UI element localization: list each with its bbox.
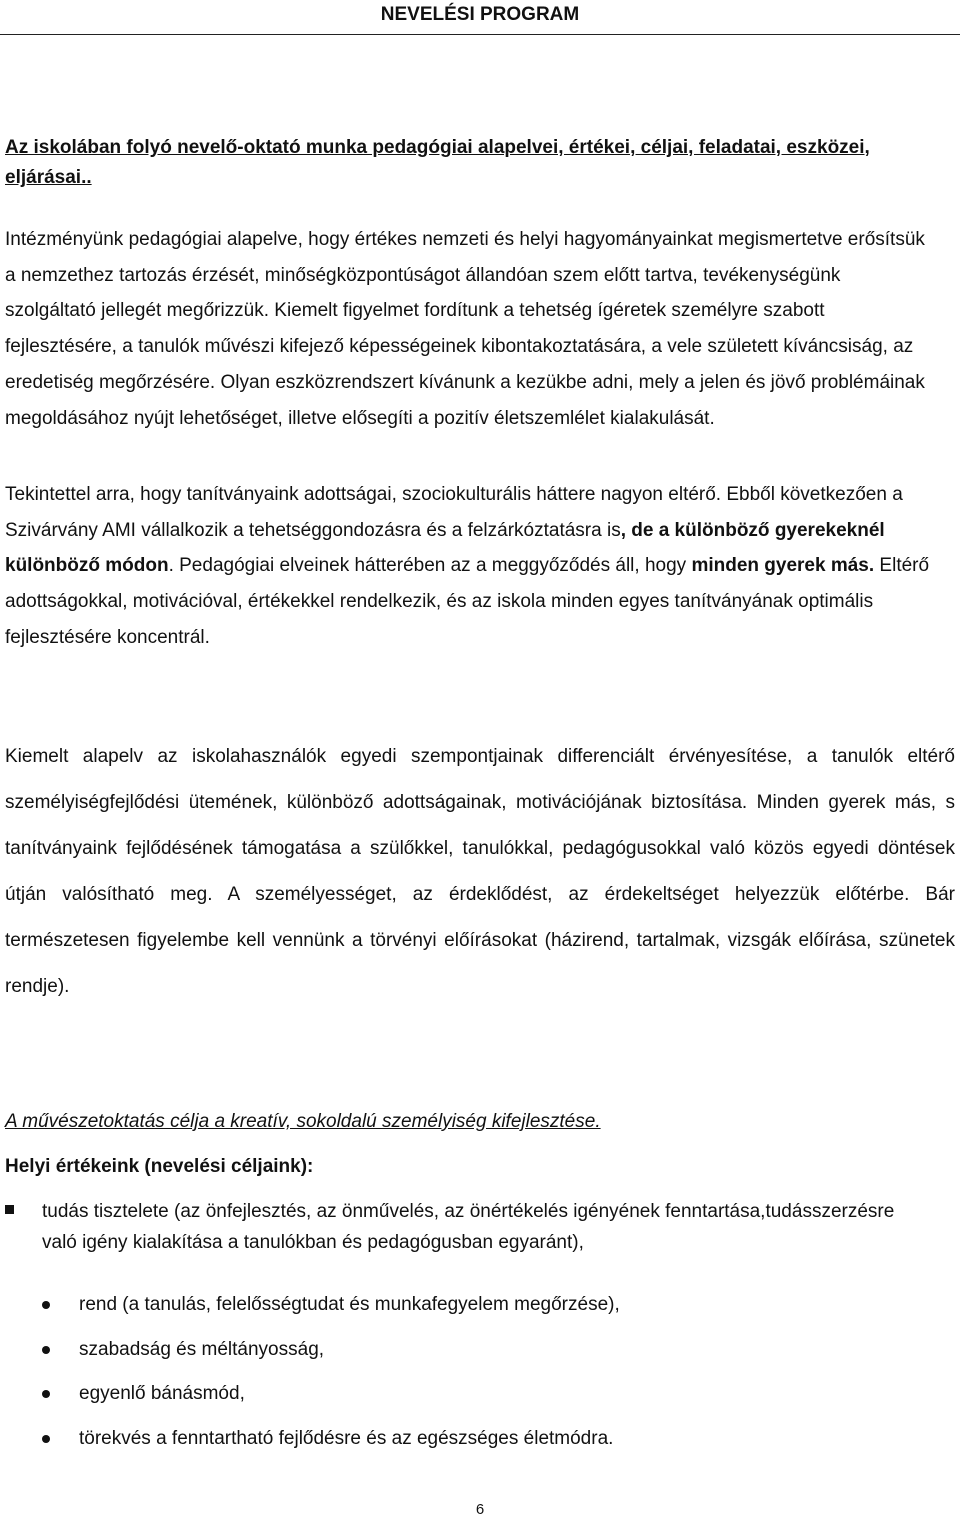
bullet-dot-icon [42,1301,50,1309]
square-bullet-icon [5,1205,14,1214]
list-item-text: egyenlő bánásmód, [79,1383,245,1404]
list-item: tudás tisztelete (az önfejlesztés, az önművelés, az önértékelés igényének fenntartása,tudásszerzésre való igény kialakítása a tanulókban és pedagógusban egyaránt), [42,1201,895,1253]
paragraph-principles: Intézményünk pedagógiai alapelve, hogy értékes nemzeti és helyi hagyományainkat megismertetve erősítsük a nemzethez tartozás érzését, minőségközpontúságot állandóan szem előtt tartva, tevékenységünk szolgáltató jellegét megőrizzük. Kiemelt figyelmet fordítunk a tehetség ígéretek személyre szabott fejlesztésére, a tanulók művészi kifejező képességeinek kibontakoztatására, a vele született kíváncsiság, az eredetiség megőrzésére. Olyan eszközrendszert kívánunk a kezükbe adni, mely a jelen és jövő problémáinak megoldásához nyújt lehetőséget, illetve elősegíti a pozitív életszemlélet kialakulását. [5,229,925,429]
values-heading: Helyi értékeink (nevelési céljaink): [5,1156,314,1177]
list-item-text: rend (a tanulás, felelősségtudat és munkafegyelem megőrzése), [79,1294,620,1315]
paragraph-text: Tekintettel arra, hogy tanítványaink adottságai, szociokulturális háttere nagyon eltérő. Ebből következően a Szivárvány AMI vállalkozik a tehetséggondozásra és a felzárkóztatásra is [5,484,903,541]
bullet-dot-icon [42,1435,50,1443]
header-divider [0,34,960,35]
list-item-text: törekvés a fenntartható fejlődésre és az egészséges életmódra. [79,1427,614,1449]
bullet-dot-icon [42,1346,50,1354]
emphasis-text: minden gyerek más. [691,555,875,577]
paragraph-key-principle: Kiemelt alapelv az iskolahasználók egyedi szempontjainak differenciált érvényesítése, a tanulók eltérő személyiségfejlődési ütemének, különböző adottságainak, motivációjának biztosítása. Minden gyerek más, s tanítványaink fejlődésének támogatása a szülőkkel, tanulókkal, pedagógusokkal való közös egyedi döntések útján valósítható meg. A személyességet, az érdeklődést, az érdekeltséget helyezzük előtérbe. Bár természetesen figyelembe kell vennünk a törvényi előírásokat (házirend, tartalmak, vizsgák előírása, szünetek rendje). [5,746,955,997]
paragraph-differentiation [5,477,930,656]
page-header-title: NEVELÉSI PROGRAM [380,4,580,25]
list-item-text: szabadság és méltányosság, [79,1338,325,1360]
goal-statement: A művészetoktatás célja a kreatív, sokoldalú személyiség kifejlesztése. [5,1111,601,1132]
page-number: 6 [475,1501,485,1518]
bullet-dot-icon [42,1390,50,1398]
values-square-list [5,1196,905,1258]
emphasis-text: , de a különböző gyerekeknél különböző módon [5,519,885,577]
list-item [42,1335,922,1380]
list-item [42,1379,922,1424]
paragraph-text: Eltérő adottságokkal, motivációval, értékekkel rendelkezik, és az iskola minden egyes tanítványának optimális fejlesztésére koncentrál. [5,555,930,648]
paragraph-text: . Pedagógiai elveinek hátterében az a meggyőződés áll, hogy [168,555,692,577]
list-item [42,1290,922,1335]
section-heading: Az iskolában folyó nevelő-oktató munka pedagógiai alapelvei, értékei, céljai, feladatai, eszközei, eljárásai.. [5,137,870,188]
list-item [42,1424,922,1469]
values-bullet-list [42,1290,922,1468]
